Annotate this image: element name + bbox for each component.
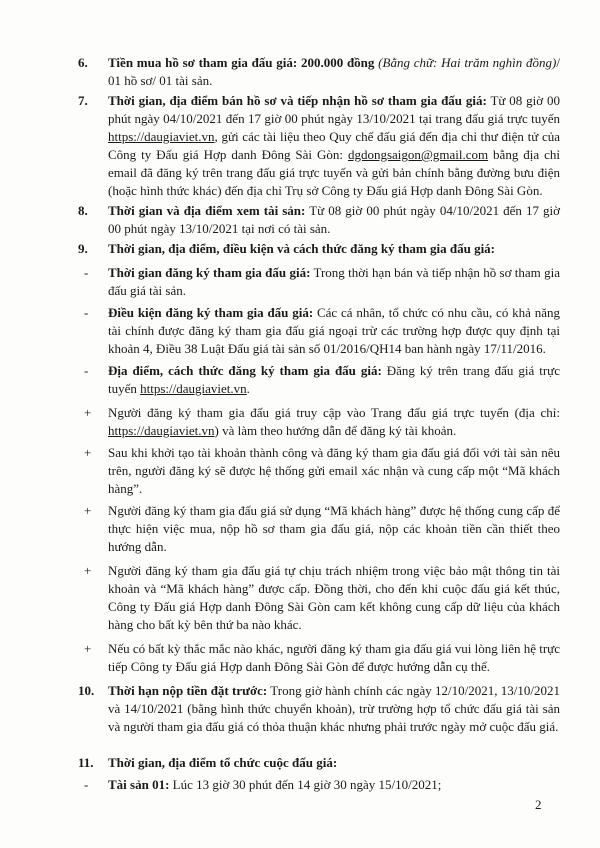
item-text (108, 640, 560, 676)
item-text (108, 54, 560, 90)
item-heading: Thời gian, địa điểm, điều kiện và cách thức đăng ký tham gia đấu giá: (108, 241, 496, 256)
item-marker: 11. (78, 755, 94, 770)
item-marker: - (84, 305, 89, 320)
item-marker: 10. (78, 683, 95, 698)
item-run: / 01 hồ sơ/ 01 tài sản. (108, 55, 560, 88)
item-run: Từ 08 giờ 00 phút ngày 04/10/2021 đến 17 giờ 00 phút ngày 13/10/2021 tại nơi có tài sản. (108, 203, 560, 236)
item-run: Nếu có bất kỳ thắc mắc nào khác, người đăng ký tham gia đấu giá vui lòng liên hệ trực tiếp Công ty Đấu giá Hợp danh Đông Sài Gòn để được hướng dẫn cụ thể. (108, 641, 560, 674)
item-marker: 6. (78, 55, 88, 70)
item-marker: + (84, 563, 92, 578)
item-heading: Thời hạn nộp tiền đặt trước: (108, 683, 268, 698)
item-heading: Thời gian, địa điểm bán hồ sơ và tiếp nhận hồ sơ tham gia đấu giá: (108, 93, 487, 108)
item-marker: 8. (78, 203, 88, 218)
item-run: Sau khi khởi tạo tài khoản thành công và đăng ký tham gia đấu giá đối với tài sản nêu trên, người đăng ký sẽ được hệ thống gửi email xác nhận và cung cấp một “Mã khách hàng”. (108, 445, 560, 496)
website-link[interactable]: https://daugiaviet.vn (108, 129, 215, 144)
item-note: (Bằng chữ: Hai trăm nghìn đồng) (378, 55, 557, 70)
item-run: Đăng ký trên trang đấu giá trực tuyến (108, 363, 560, 396)
item-run: Các cá nhân, tổ chức có nhu cầu, có khả năng tài chính được đăng ký tham gia đấu giá ngoại trừ các trường hợp được quy định tại khoản 4, Điều 38 Luật Đấu giá tài sản số 01/2016/QH14 ban hành ngày 17/11/2016. (108, 305, 561, 356)
item-run: Từ 08 giờ 00 phút ngày 04/10/2021 đến 17 giờ 00 phút ngày 13/10/2021 tại trang đấu giá trực tuyến (108, 93, 560, 126)
item-marker: - (84, 777, 89, 792)
item-run: Người đăng ký tham gia đấu giá truy cập vào Trang đấu giá trực tuyến (địa chỉ: (108, 405, 560, 420)
item-run: . (246, 381, 250, 396)
item-marker: 9. (78, 241, 88, 256)
item-heading: Thời gian, địa điểm tổ chức cuộc đấu giá: (108, 755, 338, 770)
item-text (108, 92, 560, 200)
item-run: Lúc 13 giờ 30 phút đến 14 giờ 30 ngày 15/10/2021; (169, 777, 442, 792)
item-heading: Tiền mua hồ sơ tham gia đấu giá: 200.000 đồng (108, 55, 379, 70)
item-marker: + (84, 641, 92, 656)
website-link[interactable]: https://daugiaviet.vn (108, 423, 215, 438)
item-text (108, 754, 560, 772)
item-run: , gửi các tài liệu theo Quy chế đấu giá đến địa chỉ thư điện tử của Công ty Đấu giá Hợp danh Đông Sài Gòn: (108, 129, 560, 162)
item-run: ) và làm theo hướng dẫn để đăng ký tài khoản. (214, 423, 457, 438)
item-text (108, 202, 560, 238)
item-heading: Điều kiện đăng ký tham gia đấu giá: (108, 305, 314, 320)
item-run: Người đăng ký tham gia đấu giá tự chịu trách nhiệm trong việc bảo mật thông tin tài khoản và “Mã khách hàng” được cấp. Đồng thời, cho đến khi cuộc đấu giá kết thúc, Công ty Đấu giá Hợp danh Đông Sài Gòn cam kết không cung cấp dữ liệu của khách hàng cho bất kỳ bên thứ ba nào khác. (108, 563, 560, 632)
item-run: bằng địa chỉ email đã đăng ký trên trang đấu giá trực tuyến và gửi bản chính bằng đường bưu điện (hoặc hình thức khác) đến địa chỉ Trụ sở Công ty Đấu giá Hợp danh Đông Sài Gòn. (108, 147, 560, 198)
item-text (108, 404, 560, 440)
item-text (108, 362, 560, 398)
item-marker: + (84, 503, 92, 518)
item-run: Trong thời hạn bán và tiếp nhận hồ sơ tham gia đấu giá tài sản. (108, 265, 560, 298)
item-marker: + (84, 405, 92, 420)
item-marker: - (84, 363, 89, 378)
item-heading: Thời gian và địa điểm xem tài sản: (108, 203, 306, 218)
website-link[interactable]: https://daugiaviet.vn (140, 381, 247, 396)
item-text (108, 682, 560, 736)
item-heading: Tài sản 01: (108, 777, 170, 792)
item-text (108, 562, 560, 634)
item-marker: + (84, 445, 92, 460)
item-run: Người đăng ký tham gia đấu giá sử dụng “Mã khách hàng” được hệ thống cung cấp để thực hiện việc mua, nộp hồ sơ tham gia đấu giá, nộp các khoản tiền cần thiết theo hướng dẫn. (108, 503, 560, 554)
item-text (108, 240, 560, 258)
item-marker: - (84, 265, 89, 280)
email-link[interactable]: dgdongsaigon@gmail.com (347, 147, 489, 162)
item-marker: 7. (78, 93, 88, 108)
item-text (108, 304, 560, 358)
item-text (108, 444, 560, 498)
item-heading: Thời gian đăng ký tham gia đấu giá: (108, 265, 311, 280)
item-text (108, 502, 560, 556)
page-number: 2 (535, 797, 542, 812)
item-heading: Địa điểm, cách thức đăng ký tham gia đấu giá: (108, 363, 382, 378)
item-run: Trong giờ hành chính các ngày 12/10/2021, 13/10/2021 và 14/10/2021 (bằng hình thức chuyển khoản), trừ trường hợp tổ chức đấu giá tài sản và người tham gia đấu giá có thỏa thuận khác nhưng phải trước ngày mở cuộc đấu giá. (108, 683, 560, 734)
item-text (108, 264, 560, 300)
item-text (108, 776, 560, 794)
